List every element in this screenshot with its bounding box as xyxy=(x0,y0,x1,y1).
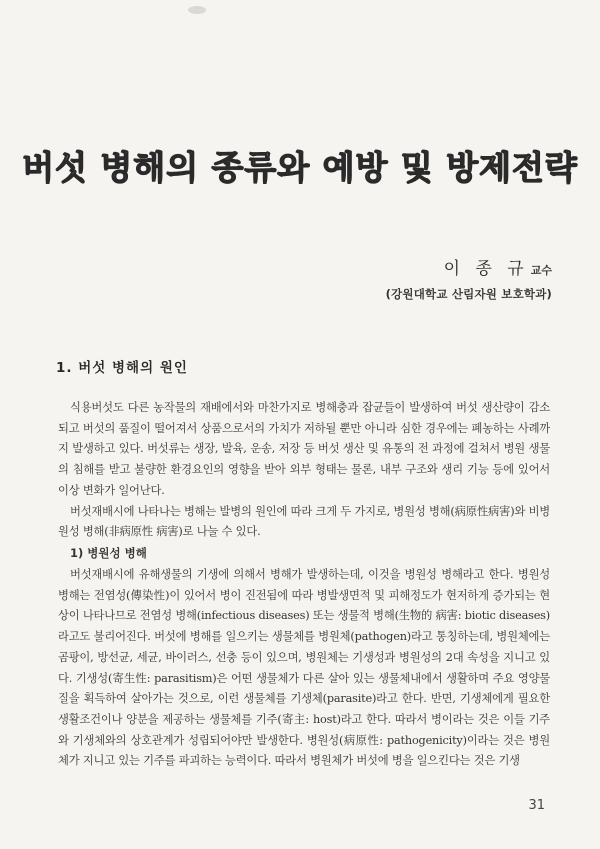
subsection-heading: 1) 병원성 병해 xyxy=(70,546,147,560)
section-body xyxy=(58,398,550,543)
author-name: 이 종 규 xyxy=(443,259,529,279)
article-title: 버섯 병해의 종류와 예방 및 방제전략 xyxy=(22,148,578,187)
author-role: 교수 xyxy=(530,264,552,277)
author-affiliation: (강원대학교 산림자원 보호학과) xyxy=(385,287,552,301)
section-heading: 1. 버섯 병해의 원인 xyxy=(56,360,188,376)
page-number: 31 xyxy=(528,798,545,813)
paragraph: 식용버섯도 다른 농작물의 재배에서와 마찬가지로 병해충과 잡균들이 발생하여 버섯 생산량이 감소되고 버섯의 품질이 떨어져서 상품으로서의 가치가 저하될 뿐만 아니라 심한 경우에는 폐농하는 사례까지 발생하고 있다. 버섯류는 생장, 발육, 운송, 저장 등 버섯 생산 및 유통의 전 과정에 걸쳐서 병원 생물의 침해를 받고 불량한 환경요인의 영향을 받아 외부 형태는 물론, 내부 구조와 생리 기능 등에 있어서 이상 변화가 일어난다. xyxy=(58,401,550,497)
paragraph: 버섯재배시에 유해생물의 기생에 의해서 병해가 발생하는데, 이것을 병원성 병해라고 한다. 병원성 병해는 전염성(傳染性)이 있어서 병이 진전됨에 따라 병발생면적 및 피해정도가 현저하게 증가되는 현상이 나타나므로 전염성 병해(infectious diseases) 또는 생물적 병해(生物的 病害: biotic diseases)라고도 불리어진다. 버섯에 병해를 일으키는 생물체를 병원체(pathogen)라고 통칭하는데, 병원체에는 곰팡이, 방선균, 세균, 바이러스, 선충 등이 있으며, 병원체는 기생성과 병원성의 2대 속성을 지니고 있다. 기생성(寄生性: parasitism)은 어떤 생물체가 다른 살아 있는 생물체내에서 생활하며 주요 영양물질을 획득하여 살아가는 것으로, 이런 생물체를 기생체(parasite)라고 한다. 반면, 기생체에게 필요한 생활조건이나 양분을 제공하는 생물체를 기주(寄主: host)라고 한다. 따라서 병이라는 것은 이들 기주와 기생체와의 상호관계가 성립되어야만 발생한다. 병원성(病原性: pathogenicity)이라는 것은 병원체가 지니고 있는 기주를 파괴하는 능력이다. 따라서 병원체가 버섯에 병을 일으킨다는 것은 기생 xyxy=(58,568,550,768)
author-block xyxy=(386,258,552,302)
subsection-body xyxy=(58,565,550,772)
author-line xyxy=(386,258,552,282)
scan-smudge xyxy=(188,6,206,14)
paragraph: 버섯재배시에 나타나는 병해는 발병의 원인에 따라 크게 두 가지로, 병원성 병해(病原性病害)와 비병원성 병해(非病原性 病害)로 나눌 수 있다. xyxy=(58,504,550,539)
